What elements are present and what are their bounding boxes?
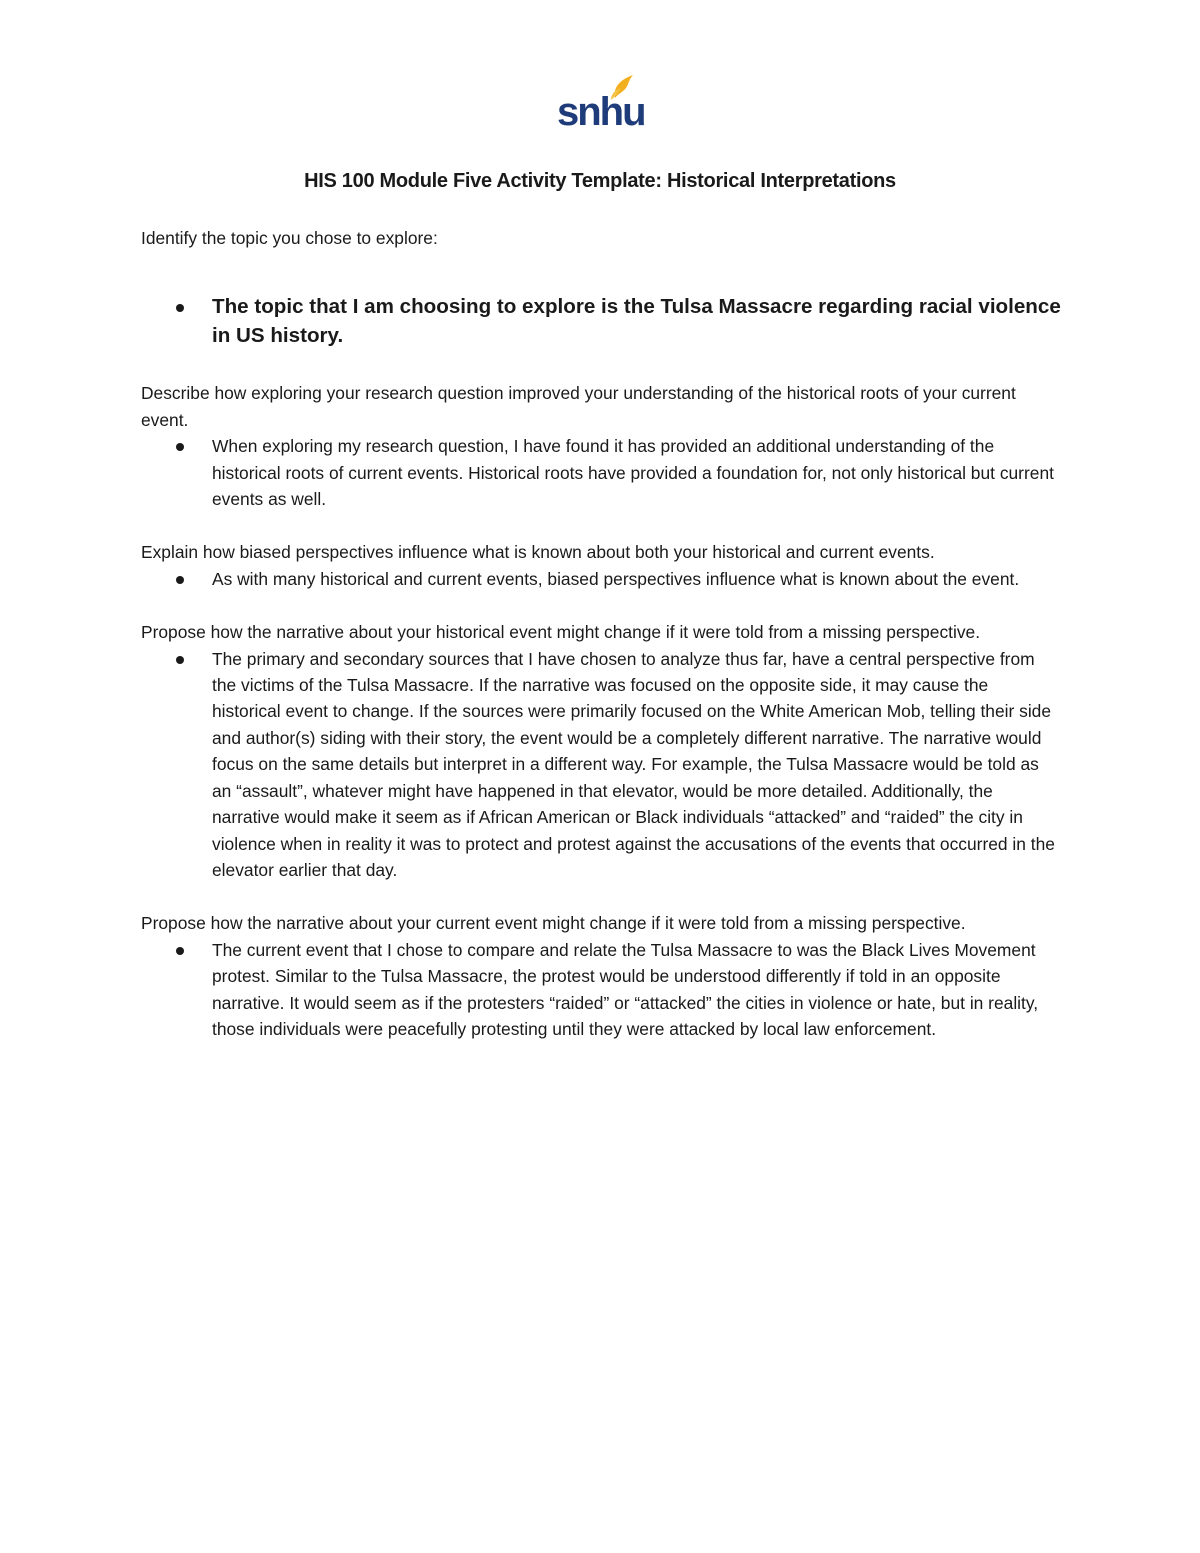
bullet-icon	[176, 443, 184, 451]
answer-text: The topic that I am choosing to explore is the Tulsa Massacre regarding racial violence in US history.	[212, 295, 1061, 347]
document-title: HIS 100 Module Five Activity Template: Historical Interpretations	[304, 170, 896, 192]
document-body	[141, 225, 1061, 1042]
section-research-question	[141, 380, 1061, 512]
prompt-text: Propose how the narrative about your current event might change if it were told from a missing perspective.	[141, 913, 966, 934]
prompt-text: Identify the topic you chose to explore:	[141, 228, 438, 248]
answer-text: When exploring my research question, I have found it has provided an additional understanding of the historical roots of current events. Historical roots have provided a foundation for, not only historical but current events as well.	[212, 436, 1054, 510]
section-current-narrative	[141, 910, 1061, 1042]
bullet-icon	[176, 576, 184, 584]
prompt-text: Explain how biased perspectives influence what is known about both your historical and current events.	[141, 542, 935, 563]
answer-item	[141, 937, 1061, 1043]
answer-text: The primary and secondary sources that I have chosen to analyze thus far, have a central perspective from the victims of the Tulsa Massacre. If the narrative was focused on the opposite side, it may cause the historical event to change. If the sources were primarily focused on the White American Mob, telling their side and author(s) siding with their story, the event would be a completely different narrative. The narrative would focus on the same details but interpret in a different way. For example, the Tulsa Massacre would be told as an “assault”, whatever might have happened in that elevator, would be more detailed. Additionally, the narrative would make it seem as if African American or Black individuals “attacked” and “raided” the city in violence when in reality it was to protect and protest against the accusations of the events that occurred in the elevator earlier that day.	[212, 648, 1055, 880]
section-biased-perspectives	[141, 539, 1061, 592]
prompt-text: Propose how the narrative about your historical event might change if it were told from a missing perspective.	[141, 622, 981, 643]
section-topic	[141, 225, 1061, 350]
bullet-icon	[176, 656, 184, 664]
answer-item	[141, 646, 1061, 884]
answer-item	[141, 566, 1061, 592]
answer-list	[141, 433, 1061, 512]
logo-wordmark: snhu	[557, 90, 645, 134]
answer-list	[141, 937, 1061, 1043]
prompt-text: Describe how exploring your research question improved your understanding of the historical roots of your current event.	[141, 383, 1016, 430]
answer-item	[141, 433, 1061, 512]
answer-list	[141, 646, 1061, 884]
bullet-icon	[176, 304, 184, 312]
answer-text: As with many historical and current events, biased perspectives influence what is known about the event.	[212, 568, 1020, 589]
answer-text: The current event that I chose to compare and relate the Tulsa Massacre to was the Black Lives Movement protest. Similar to the Tulsa Massacre, the protest would be understood differently if told in an opposite narrative. It would seem as if the protesters “raided” or “attacked” the cities in violence or hate, but in reality, those individuals were peacefully protesting until they were attacked by local law enforcement.	[212, 939, 1039, 1039]
snhu-logo	[553, 72, 643, 134]
bullet-icon	[176, 947, 184, 955]
answer-item	[141, 293, 1061, 350]
answer-list	[141, 566, 1061, 592]
section-historical-narrative	[141, 619, 1061, 883]
answer-list	[141, 293, 1061, 350]
